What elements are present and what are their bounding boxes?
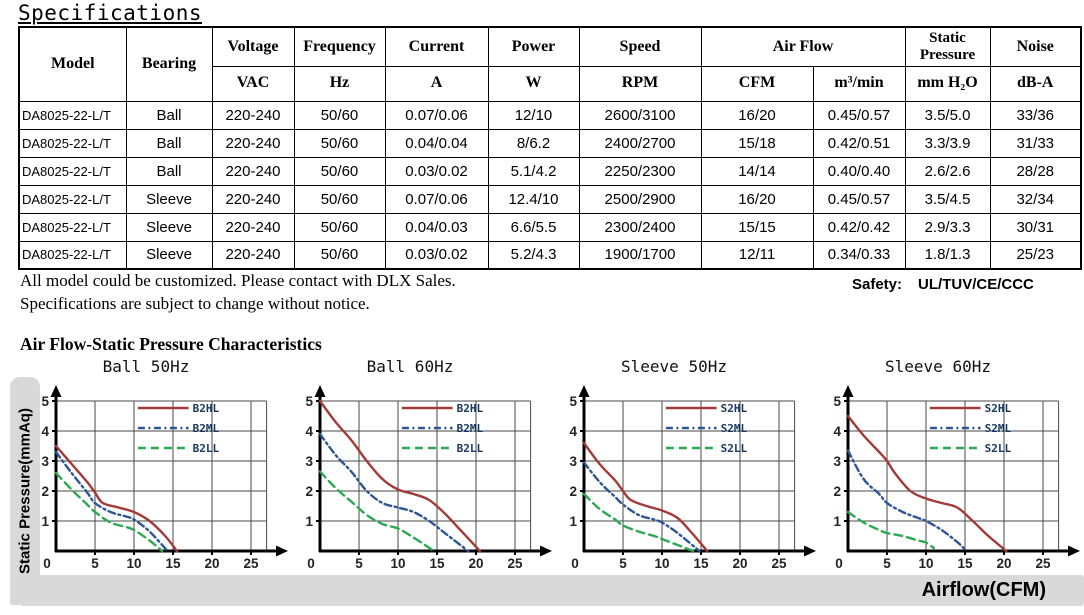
cell-bearing: Ball bbox=[126, 129, 212, 157]
svg-text:2: 2 bbox=[41, 484, 49, 499]
axes bbox=[847, 395, 1070, 552]
legend bbox=[138, 402, 220, 455]
axes bbox=[583, 395, 806, 552]
cell-m3min: 0.40/0.40 bbox=[813, 157, 905, 185]
cell-frequency: 50/60 bbox=[294, 213, 385, 241]
grid-lines bbox=[320, 401, 531, 551]
chart-sleeve-60hz bbox=[822, 357, 1080, 595]
svg-text:5: 5 bbox=[41, 394, 49, 409]
unit-cfm: CFM bbox=[701, 66, 813, 101]
cell-mmh2o: 2.9/3.3 bbox=[905, 213, 990, 241]
cell-cfm: 12/11 bbox=[701, 241, 813, 269]
svg-text:5: 5 bbox=[883, 556, 891, 571]
series-S2HL bbox=[584, 443, 707, 551]
cell-current: 0.07/0.06 bbox=[385, 101, 488, 129]
unit-hz: Hz bbox=[294, 66, 385, 101]
cell-speed: 2250/2300 bbox=[579, 157, 701, 185]
axis-arrows bbox=[843, 385, 1081, 557]
cell-m3min: 0.45/0.57 bbox=[813, 185, 905, 213]
cell-speed: 2600/3100 bbox=[579, 101, 701, 129]
col-header-noise: Noise bbox=[990, 27, 1081, 66]
svg-text:0: 0 bbox=[835, 556, 843, 571]
cell-model: DA8025-22-L/T bbox=[19, 213, 126, 241]
cell-frequency: 50/60 bbox=[294, 129, 385, 157]
svg-text:0: 0 bbox=[307, 556, 315, 571]
svg-text:1: 1 bbox=[305, 514, 313, 529]
series-S2HL bbox=[848, 416, 1006, 551]
cell-cfm: 15/15 bbox=[701, 213, 813, 241]
cell-bearing: Sleeve bbox=[126, 241, 212, 269]
table-row bbox=[19, 129, 1081, 157]
series-S2LL bbox=[848, 512, 934, 548]
col-header-static-pressure: Static Pressure bbox=[905, 27, 990, 66]
col-header-airflow: Air Flow bbox=[701, 27, 905, 66]
cell-power: 5.2/4.3 bbox=[488, 241, 579, 269]
series-S2ML bbox=[584, 463, 699, 552]
chart-ball-60hz bbox=[294, 357, 552, 595]
col-header-voltage: Voltage bbox=[212, 27, 294, 66]
svg-text:25: 25 bbox=[771, 556, 787, 571]
unit-rpm: RPM bbox=[579, 66, 701, 101]
cell-bearing: Sleeve bbox=[126, 213, 212, 241]
unit-a: A bbox=[385, 66, 488, 101]
series-S2ML bbox=[848, 451, 967, 552]
svg-text:25: 25 bbox=[243, 556, 259, 571]
svg-text:4: 4 bbox=[41, 424, 49, 439]
svg-text:0: 0 bbox=[43, 556, 51, 571]
svg-text:20: 20 bbox=[732, 556, 748, 571]
section-title: Air Flow-Static Pressure Characteristics bbox=[20, 334, 322, 354]
y-axis-label: Static Pressure(mmAq) bbox=[16, 408, 34, 574]
legend-label-B2LL: B2LL bbox=[456, 442, 484, 455]
legend bbox=[666, 402, 748, 455]
cell-cfm: 16/20 bbox=[701, 101, 813, 129]
page-title: Specifications bbox=[18, 1, 203, 25]
legend-label-S2LL: S2LL bbox=[984, 442, 1012, 455]
cell-current: 0.03/0.02 bbox=[385, 241, 488, 269]
axes bbox=[55, 395, 278, 552]
cell-model: DA8025-22-L/T bbox=[19, 157, 126, 185]
svg-text:25: 25 bbox=[1035, 556, 1051, 571]
cell-bearing: Ball bbox=[126, 157, 212, 185]
unit-m3min: m³/min bbox=[813, 66, 905, 101]
cell-m3min: 0.34/0.33 bbox=[813, 241, 905, 269]
svg-text:15: 15 bbox=[429, 556, 445, 571]
svg-text:5: 5 bbox=[619, 556, 627, 571]
cell-voltage: 220-240 bbox=[212, 101, 294, 129]
col-header-power: Power bbox=[488, 27, 579, 66]
cell-mmh2o: 2.6/2.6 bbox=[905, 157, 990, 185]
svg-text:25: 25 bbox=[507, 556, 523, 571]
tick-marks bbox=[580, 401, 779, 555]
cell-bearing: Ball bbox=[126, 101, 212, 129]
cell-m3min: 0.42/0.42 bbox=[813, 213, 905, 241]
cell-noise: 33/36 bbox=[990, 101, 1081, 129]
legend-label-B2LL: B2LL bbox=[192, 442, 220, 455]
svg-text:1: 1 bbox=[569, 514, 577, 529]
safety-label: Safety: bbox=[852, 276, 903, 293]
chart-plot-ball-50hz bbox=[30, 377, 288, 592]
axis-arrows bbox=[51, 385, 289, 557]
tick-labels bbox=[305, 394, 523, 571]
chart-plot-sleeve-50hz bbox=[558, 377, 816, 592]
cell-power: 5.1/4.2 bbox=[488, 157, 579, 185]
spec-table bbox=[18, 26, 1082, 270]
legend-label-S2LL: S2LL bbox=[720, 442, 748, 455]
cell-noise: 30/31 bbox=[990, 213, 1081, 241]
unit-vac: VAC bbox=[212, 66, 294, 101]
spec-table-body bbox=[19, 101, 1081, 269]
axis-arrows bbox=[579, 385, 817, 557]
chart-sleeve-50hz bbox=[558, 357, 816, 595]
svg-text:10: 10 bbox=[918, 556, 934, 571]
svg-text:5: 5 bbox=[355, 556, 363, 571]
cell-voltage: 220-240 bbox=[212, 129, 294, 157]
cell-mmh2o: 1.8/1.3 bbox=[905, 241, 990, 269]
cell-m3min: 0.42/0.51 bbox=[813, 129, 905, 157]
svg-text:5: 5 bbox=[569, 394, 577, 409]
col-header-speed: Speed bbox=[579, 27, 701, 66]
legend bbox=[930, 402, 1012, 455]
charts-row bbox=[30, 357, 1084, 595]
svg-text:1: 1 bbox=[41, 514, 49, 529]
series-B2HL bbox=[56, 446, 177, 551]
unit-w: W bbox=[488, 66, 579, 101]
cell-voltage: 220-240 bbox=[212, 213, 294, 241]
cell-current: 0.07/0.06 bbox=[385, 185, 488, 213]
cell-current: 0.04/0.04 bbox=[385, 129, 488, 157]
table-row bbox=[19, 157, 1081, 185]
chart-title: Ball 50Hz bbox=[102, 357, 190, 376]
svg-text:10: 10 bbox=[654, 556, 670, 571]
svg-text:20: 20 bbox=[204, 556, 220, 571]
svg-text:10: 10 bbox=[126, 556, 142, 571]
cell-voltage: 220-240 bbox=[212, 241, 294, 269]
cell-mmh2o: 3.3/3.9 bbox=[905, 129, 990, 157]
cell-mmh2o: 3.5/5.0 bbox=[905, 101, 990, 129]
safety-info bbox=[852, 276, 1034, 293]
cell-frequency: 50/60 bbox=[294, 241, 385, 269]
svg-text:4: 4 bbox=[833, 424, 841, 439]
table-row bbox=[19, 213, 1081, 241]
x-axis-label: Airflow(CFM) bbox=[921, 579, 1046, 601]
tick-labels bbox=[41, 394, 259, 571]
svg-text:2: 2 bbox=[569, 484, 577, 499]
svg-text:5: 5 bbox=[833, 394, 841, 409]
cell-model: DA8025-22-L/T bbox=[19, 185, 126, 213]
legend bbox=[402, 402, 484, 455]
cell-power: 8/6.2 bbox=[488, 129, 579, 157]
cell-cfm: 16/20 bbox=[701, 185, 813, 213]
svg-text:1: 1 bbox=[833, 514, 841, 529]
cell-m3min: 0.45/0.57 bbox=[813, 101, 905, 129]
cell-noise: 31/33 bbox=[990, 129, 1081, 157]
grid-lines bbox=[848, 401, 1059, 551]
unit-mmh2o: mm H₂O bbox=[905, 66, 990, 101]
cell-noise: 25/23 bbox=[990, 241, 1081, 269]
svg-text:15: 15 bbox=[693, 556, 709, 571]
svg-text:3: 3 bbox=[41, 454, 49, 469]
series-B2LL bbox=[320, 472, 434, 552]
col-header-frequency: Frequency bbox=[294, 27, 385, 66]
svg-text:15: 15 bbox=[957, 556, 973, 571]
cell-bearing: Sleeve bbox=[126, 185, 212, 213]
svg-text:2: 2 bbox=[305, 484, 313, 499]
cell-speed: 2400/2700 bbox=[579, 129, 701, 157]
cell-model: DA8025-22-L/T bbox=[19, 241, 126, 269]
legend-label-S2HL: S2HL bbox=[984, 402, 1012, 415]
tick-marks bbox=[316, 401, 515, 555]
chart-title: Sleeve 50Hz bbox=[621, 357, 727, 376]
safety-value: UL/TUV/CE/CCC bbox=[918, 276, 1034, 293]
table-row bbox=[19, 185, 1081, 213]
table-row bbox=[19, 101, 1081, 129]
cell-noise: 32/34 bbox=[990, 185, 1081, 213]
cell-speed: 2300/2400 bbox=[579, 213, 701, 241]
legend-label-B2ML: B2ML bbox=[456, 422, 484, 435]
table-row bbox=[19, 241, 1081, 269]
svg-text:0: 0 bbox=[571, 556, 579, 571]
svg-text:3: 3 bbox=[569, 454, 577, 469]
col-header-model: Model bbox=[19, 27, 126, 101]
svg-text:3: 3 bbox=[305, 454, 313, 469]
col-header-current: Current bbox=[385, 27, 488, 66]
cell-current: 0.03/0.02 bbox=[385, 157, 488, 185]
cell-cfm: 15/18 bbox=[701, 129, 813, 157]
cell-speed: 2500/2900 bbox=[579, 185, 701, 213]
grid-lines bbox=[56, 401, 267, 551]
cell-cfm: 14/14 bbox=[701, 157, 813, 185]
cell-mmh2o: 3.5/4.5 bbox=[905, 185, 990, 213]
cell-power: 6.6/5.5 bbox=[488, 213, 579, 241]
note-customized: All model could be customized. Please contact with DLX Sales. bbox=[20, 271, 456, 290]
chart-plot-ball-60hz bbox=[294, 377, 552, 592]
unit-dba: dB-A bbox=[990, 66, 1081, 101]
chart-ball-50hz bbox=[30, 357, 288, 595]
cell-frequency: 50/60 bbox=[294, 157, 385, 185]
svg-text:4: 4 bbox=[569, 424, 577, 439]
chart-title: Ball 60Hz bbox=[366, 357, 454, 376]
svg-text:15: 15 bbox=[165, 556, 181, 571]
svg-text:4: 4 bbox=[305, 424, 313, 439]
cell-noise: 28/28 bbox=[990, 157, 1081, 185]
cell-frequency: 50/60 bbox=[294, 185, 385, 213]
svg-text:5: 5 bbox=[91, 556, 99, 571]
cell-voltage: 220-240 bbox=[212, 157, 294, 185]
chart-plot-sleeve-60hz bbox=[822, 377, 1080, 592]
legend-label-B2ML: B2ML bbox=[192, 422, 220, 435]
svg-text:3: 3 bbox=[833, 454, 841, 469]
note-specs-change: Specifications are subject to change without notice. bbox=[20, 294, 370, 313]
cell-model: DA8025-22-L/T bbox=[19, 129, 126, 157]
cell-current: 0.04/0.03 bbox=[385, 213, 488, 241]
svg-text:20: 20 bbox=[996, 556, 1012, 571]
cell-power: 12.4/10 bbox=[488, 185, 579, 213]
legend-label-S2ML: S2ML bbox=[720, 422, 748, 435]
svg-text:5: 5 bbox=[305, 394, 313, 409]
legend-label-S2ML: S2ML bbox=[984, 422, 1012, 435]
svg-text:10: 10 bbox=[390, 556, 406, 571]
legend-label-B2HL: B2HL bbox=[456, 402, 484, 415]
legend-label-S2HL: S2HL bbox=[720, 402, 748, 415]
svg-text:2: 2 bbox=[833, 484, 841, 499]
cell-voltage: 220-240 bbox=[212, 185, 294, 213]
cell-speed: 1900/1700 bbox=[579, 241, 701, 269]
cell-frequency: 50/60 bbox=[294, 101, 385, 129]
cell-model: DA8025-22-L/T bbox=[19, 101, 126, 129]
svg-text:20: 20 bbox=[468, 556, 484, 571]
chart-title: Sleeve 60Hz bbox=[885, 357, 991, 376]
legend-label-B2HL: B2HL bbox=[192, 402, 220, 415]
cell-power: 12/10 bbox=[488, 101, 579, 129]
col-header-bearing: Bearing bbox=[126, 27, 212, 101]
